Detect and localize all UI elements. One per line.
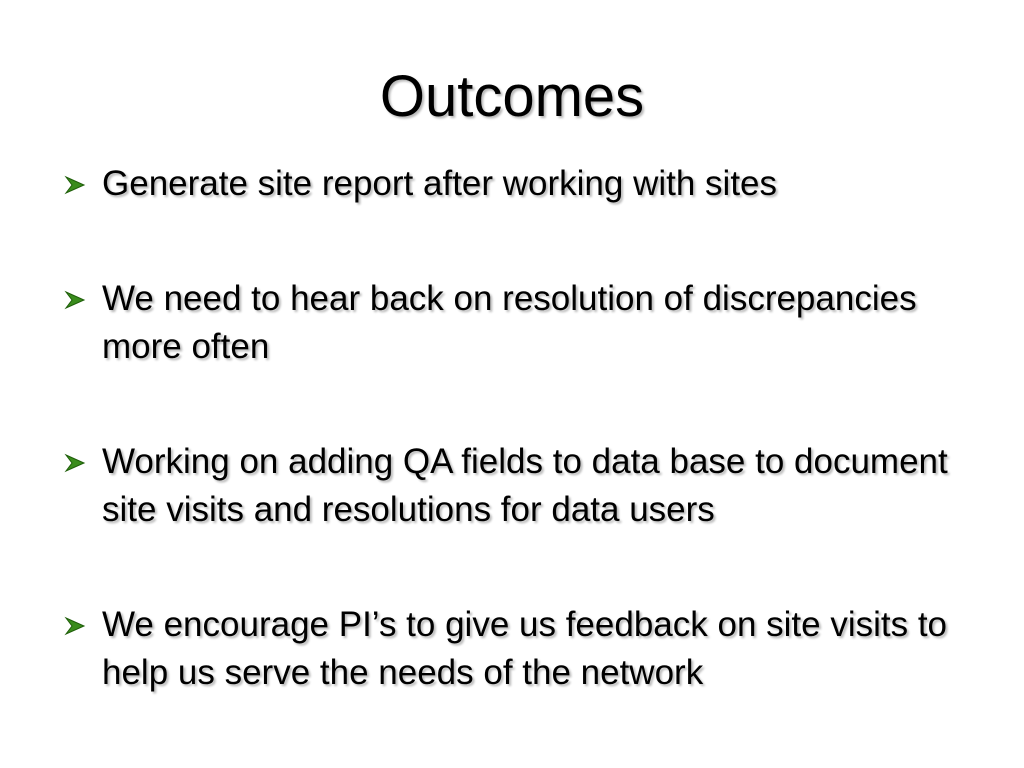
bullet-text: We need to hear back on resolution of discrepancies more often [102, 279, 917, 366]
bullet-item [62, 275, 962, 371]
slide-title: Outcomes [379, 64, 645, 129]
green-arrow-bullet-icon [64, 290, 86, 310]
bullet-item [62, 601, 962, 697]
bullet-item [62, 160, 962, 208]
bullet-item [62, 438, 962, 534]
green-arrow-bullet-icon [64, 175, 86, 195]
bullet-text: Working on adding QA fields to data base to document site visits and resolutions for data users [102, 442, 948, 529]
bullet-text: Generate site report after working with sites [102, 164, 778, 203]
green-arrow-bullet-icon [64, 616, 86, 636]
bullet-text: We encourage PI’s to give us feedback on site visits to help us serve the needs of the network [102, 605, 948, 692]
bullet-list [62, 160, 962, 697]
green-arrow-bullet-icon [64, 453, 86, 473]
